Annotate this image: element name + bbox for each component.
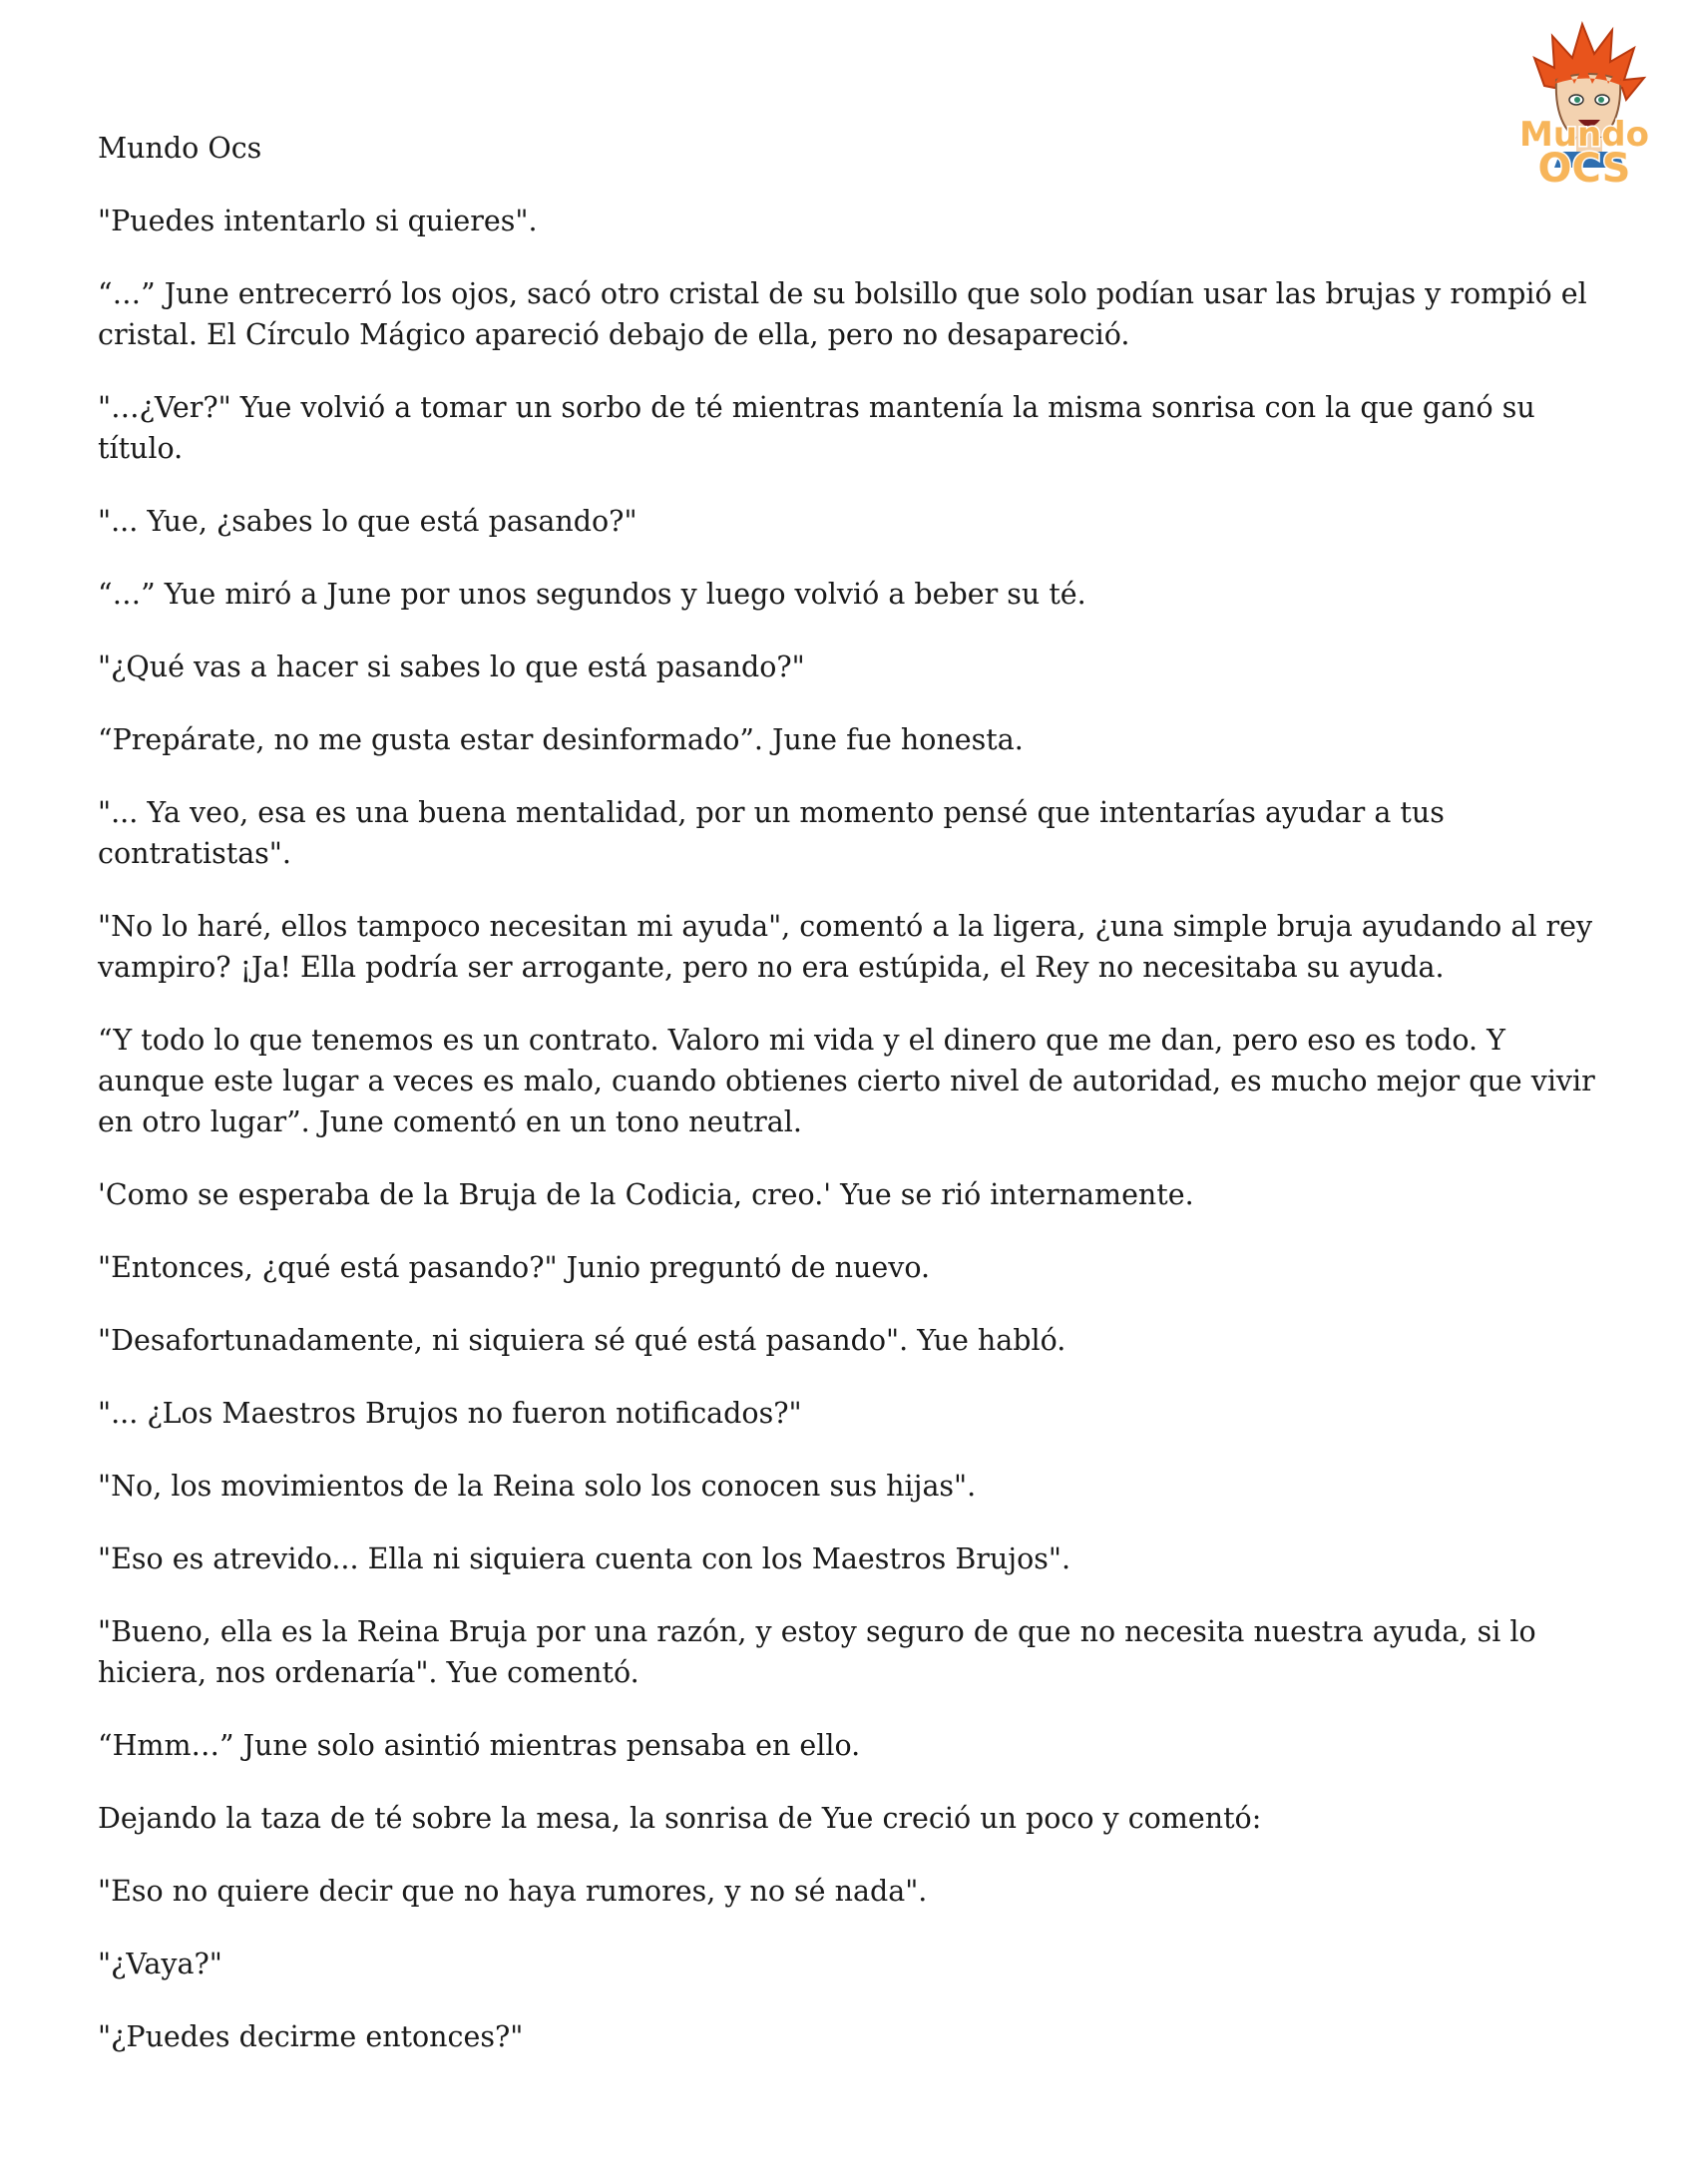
paragraph: "Desafortunadamente, ni siquiera sé qué está pasando". Yue habló. [98, 1324, 1066, 1357]
paragraph: Dejando la taza de té sobre la mesa, la sonrisa de Yue creció un poco y comentó: [98, 1802, 1262, 1835]
paragraph: “…” June entrecerró los ojos, sacó otro cristal de su bolsillo que solo podían usar las brujas y rompió el cristal. El Círculo Mágico apareció debajo de ella, pero no desapareció. [98, 277, 1587, 351]
paragraph: “Hmm…” June solo asintió mientras pensaba en ello. [98, 1729, 861, 1762]
paragraph: "Puedes intentarlo si quieres". [98, 205, 538, 237]
paragraph: "Eso no quiere decir que no haya rumores, y no sé nada". [98, 1875, 928, 1908]
paragraph: 'Como se esperaba de la Bruja de la Codicia, creo.' Yue se rió internamente. [98, 1178, 1194, 1211]
paragraph: "... Yue, ¿sabes lo que está pasando?" [98, 505, 637, 538]
paragraph: "... Ya veo, esa es una buena mentalidad, por un momento pensé que intentarías ayudar a tus contratistas". [98, 796, 1445, 870]
paragraph: "Bueno, ella es la Reina Bruja por una razón, y estoy seguro de que no necesita nuestra ayuda, si lo hiciera, nos ordenaría". Yue comentó. [98, 1615, 1536, 1689]
paragraph: “Prepárate, no me gusta estar desinformado”. June fue honesta. [98, 723, 1024, 756]
paragraph: “…” Yue miró a June por unos segundos y luego volvió a beber su té. [98, 578, 1086, 611]
paragraph: “Y todo lo que tenemos es un contrato. Valoro mi vida y el dinero que me dan, pero eso es todo. Y aunque este lugar a veces es malo, cuando obtienes cierto nivel de autoridad, es mucho mejor que vivir en otro lugar”. June comentó en un tono neutral. [98, 1024, 1595, 1138]
paragraph: "¿Qué vas a hacer si sabes lo que está pasando?" [98, 651, 805, 683]
logo-text-ocs: OCS [1537, 146, 1631, 190]
paragraph: "No, los movimientos de la Reina solo los conocen sus hijas". [98, 1470, 977, 1503]
page-title: Mundo Ocs [98, 132, 262, 165]
paragraph: "... ¿Los Maestros Brujos no fueron notificados?" [98, 1397, 802, 1430]
logo-text-mundo: Mundo [1519, 115, 1649, 155]
paragraph: "¿Puedes decirme entonces?" [98, 2020, 524, 2053]
paragraph: "Eso es atrevido... Ella ni siquiera cuenta con los Maestros Brujos". [98, 1542, 1071, 1575]
paragraph: "…¿Ver?" Yue volvió a tomar un sorbo de té mientras mantenía la misma sonrisa con la que ganó su título. [98, 391, 1535, 465]
paragraph: "Entonces, ¿qué está pasando?" Junio preguntó de nuevo. [98, 1251, 931, 1284]
paragraph: "¿Vaya?" [98, 1948, 222, 1980]
document-body [98, 128, 1614, 2089]
paragraph: "No lo haré, ellos tampoco necesitan mi ayuda", comentó a la ligera, ¿una simple bruja ayudando al rey vampiro? ¡Ja! Ella podría ser arrogante, pero no era estúpida, el Rey no necesitaba su ayuda. [98, 910, 1593, 984]
